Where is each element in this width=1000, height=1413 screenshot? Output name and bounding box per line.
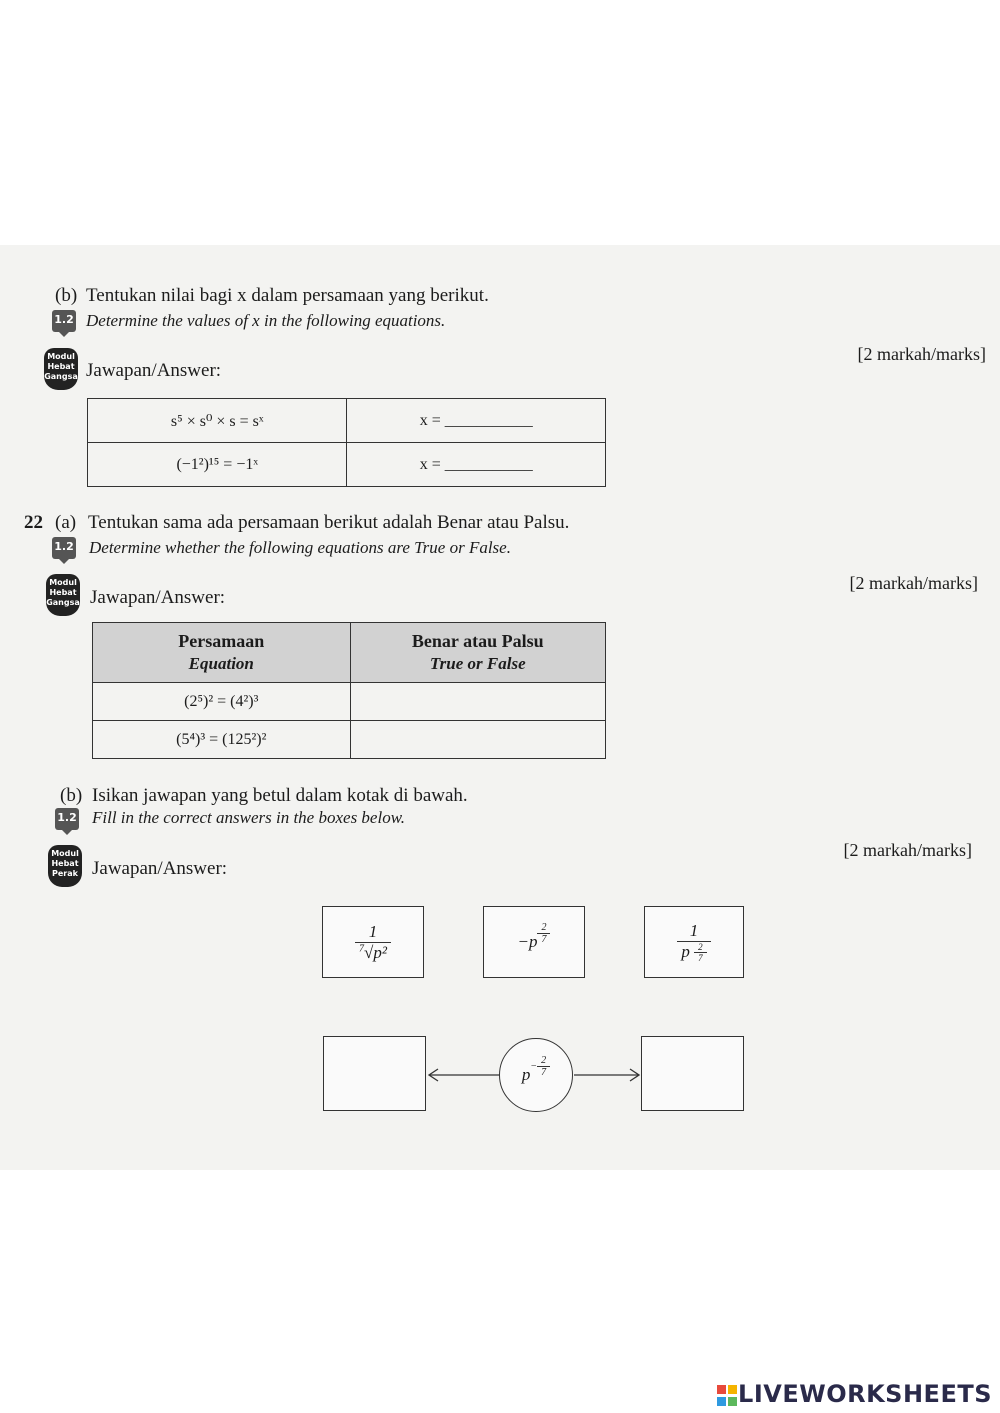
header-equation-ms: Persamaan xyxy=(178,631,265,651)
root-symbol: √ xyxy=(364,942,374,962)
option-box-2[interactable] xyxy=(483,906,585,978)
q21b-text-ms: Tentukan nilai bagi x dalam persamaan yang berikut. xyxy=(86,285,489,306)
q21b-label: (b) xyxy=(55,285,78,306)
modul-badge: Modul Hebat Gangsa xyxy=(44,348,78,390)
box3-exp-num: 2 xyxy=(694,942,707,953)
q22a-eq-1: (2⁵)² = (4²)³ xyxy=(93,683,351,721)
q22b-text-en: Fill in the correct answers in the boxes below. xyxy=(92,808,406,827)
option-box-3[interactable] xyxy=(644,906,744,978)
box2-exp-num: 2 xyxy=(537,922,550,934)
box2-exp-den: 7 xyxy=(541,933,547,945)
modul-badge: Modul Hebat Gangsa xyxy=(46,574,80,616)
circle-base: p xyxy=(521,1065,531,1084)
q22a-label: (a) xyxy=(55,512,77,533)
q22a-text-ms: Tentukan sama ada persamaan berikut adalah Benar atau Palsu. xyxy=(88,512,570,533)
q21b-answer-table xyxy=(87,398,606,487)
circle-exp-num: 2 xyxy=(537,1055,550,1067)
option-box-1[interactable] xyxy=(322,906,424,978)
circle-exp-den: 7 xyxy=(541,1066,547,1078)
box3-exp-den: 7 xyxy=(698,953,703,963)
header-truefalse-en: True or False xyxy=(429,654,526,673)
q22a-answer-label: Jawapan/Answer: xyxy=(90,587,226,608)
q22b-answer-label: Jawapan/Answer: xyxy=(92,858,228,879)
header-truefalse-ms: Benar atau Palsu xyxy=(411,631,544,651)
logo-text: LIVEWORKSHEETS xyxy=(738,1380,992,1408)
box3-base: p xyxy=(681,942,690,961)
q21b-eq-2: (−1²)¹⁵ = −1ˣ xyxy=(88,443,347,487)
box1-root-index: 7 xyxy=(359,942,365,954)
q21b-marks: [2 markah/marks] xyxy=(857,344,986,364)
q22a-answer-table xyxy=(92,622,606,759)
q22a-eq-2: (5⁴)³ = (125²)² xyxy=(93,721,351,759)
q22a-header-truefalse xyxy=(350,623,605,683)
q22b-label: (b) xyxy=(60,785,83,806)
box1-numerator: 1 xyxy=(355,922,391,943)
q22b-text-ms: Isikan jawapan yang betul dalam kotak di bawah. xyxy=(92,785,468,806)
q21b-eq-1: s⁵ × s⁰ × s = sˣ xyxy=(88,399,347,443)
q21b-text-en: Determine the values of x in the following equations. xyxy=(86,311,446,330)
q22a-answer-1[interactable] xyxy=(350,683,605,721)
modul-badge: Modul Hebat Perak xyxy=(48,845,82,887)
level-badge: 1.2 xyxy=(52,537,76,559)
circle-exp-sign: − xyxy=(530,1060,538,1072)
empty-answer-box-left[interactable] xyxy=(323,1036,426,1111)
box2-base: −p xyxy=(517,932,538,951)
liveworksheets-logo xyxy=(716,1380,992,1408)
q22b-marks: [2 markah/marks] xyxy=(843,840,972,860)
q22-number: 22 xyxy=(24,512,43,533)
empty-answer-box-right[interactable] xyxy=(641,1036,744,1111)
q22a-marks: [2 markah/marks] xyxy=(849,573,978,593)
level-badge: 1.2 xyxy=(55,808,79,830)
center-circle xyxy=(499,1038,573,1112)
q22a-answer-2[interactable] xyxy=(350,721,605,759)
box1-radicand: p² xyxy=(373,942,387,962)
logo-icon xyxy=(716,1383,738,1407)
q22a-header-equation xyxy=(93,623,351,683)
header-equation-en: Equation xyxy=(188,654,254,673)
q21b-answer-1[interactable]: x = ___________ xyxy=(347,399,606,443)
q22a-text-en: Determine whether the following equations are True or False. xyxy=(89,538,511,557)
level-badge: 1.2 xyxy=(52,310,76,332)
q21b-answer-label: Jawapan/Answer: xyxy=(86,360,222,381)
box3-numerator: 1 xyxy=(677,921,710,942)
q21b-answer-2[interactable]: x = ___________ xyxy=(347,443,606,487)
